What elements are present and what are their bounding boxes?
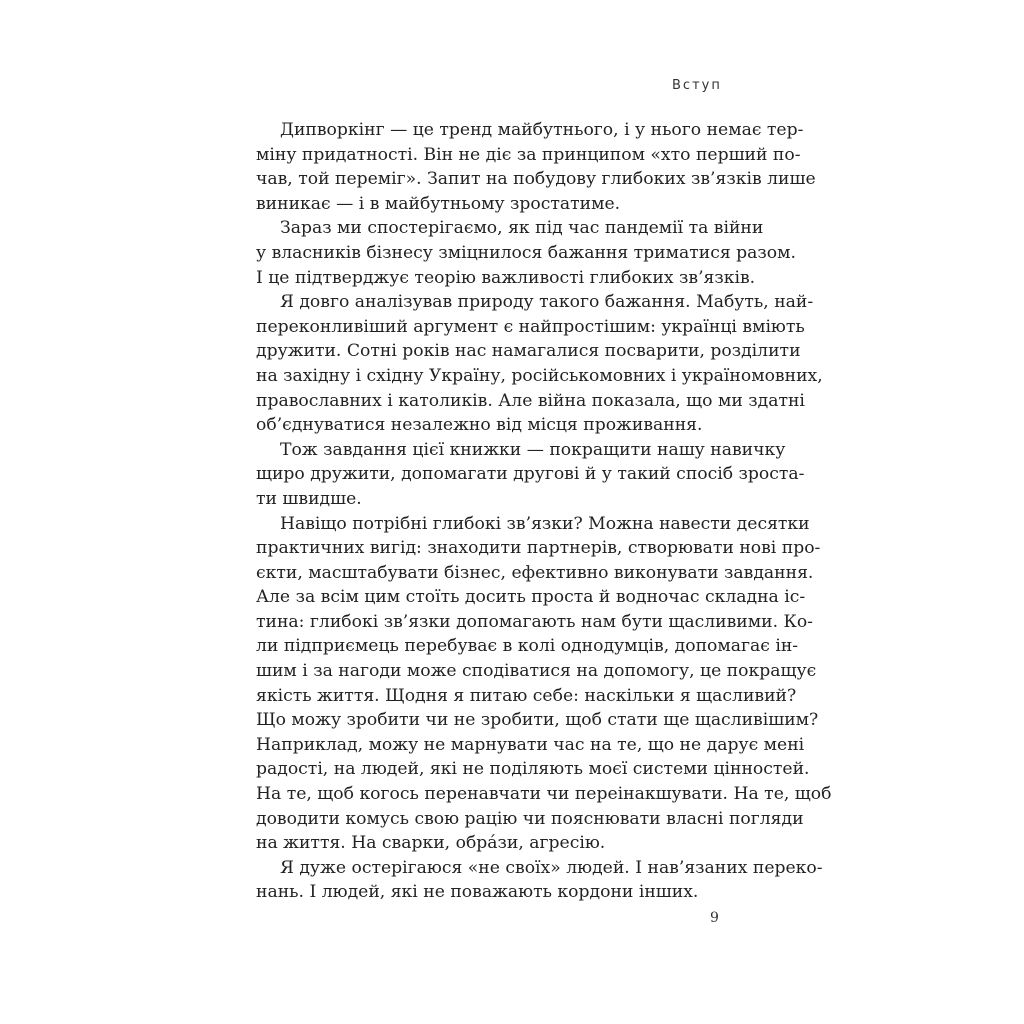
text-line: практичних вигід: знаходити партнерів, створювати нові про-: [256, 538, 821, 559]
text-line: Навіщо потрібні глибокі зв’язки? Можна навести десятки: [280, 513, 810, 534]
text-line: Дипворкінг — це тренд майбутнього, і у нього немає тер-: [280, 120, 804, 140]
body-text: [256, 118, 832, 905]
text-line: доводити комусь свою рацію чи пояснювати власні погляди: [256, 808, 804, 829]
text-line: чав, той переміг». Запит на побудову глибоких зв’язків лише: [256, 169, 816, 190]
paragraph: [256, 856, 823, 905]
text-line: на західну і східну Україну, російськомовних і україномовних,: [256, 365, 823, 386]
text-line: єкти, масштабувати бізнес, ефективно виконувати завдання.: [256, 562, 814, 583]
paragraph: [256, 290, 823, 438]
text-line: Я довго аналізував природу такого бажання. Мабуть, най-: [280, 292, 814, 313]
text-line: об’єднуватися незалежно від місця проживання.: [256, 415, 703, 436]
page-number: 9: [710, 910, 719, 926]
text-line: Я дуже остерігаюся «не своїх» людей. І нав’язаних переко-: [280, 857, 823, 878]
text-line: Але за всім цим стоїть досить проста й водночас складна іс-: [256, 587, 806, 608]
text-line: у власників бізнесу зміцнилося бажання триматися разом.: [256, 242, 796, 263]
text-line: Що можу зробити чи не зробити, щоб стати ще щасливішим?: [256, 710, 819, 731]
text-line: якість життя. Щодня я питаю себе: наскільки я щасливий?: [256, 685, 797, 706]
text-line: ли підприємець перебуває в колі однодумців, допомагає ін-: [256, 636, 799, 657]
text-line: міну придатності. Він не діє за принципом «хто перший по-: [256, 144, 801, 165]
paragraph: [256, 118, 816, 216]
text-line: переконливіший аргумент є найпростішим: українці вміють: [256, 316, 805, 337]
text-line: Зараз ми спостерігаємо, як під час пандемії та війни: [280, 218, 764, 239]
paragraph: [256, 438, 805, 512]
text-line: на життя. На сварки, обрáзи, агресію.: [256, 833, 606, 854]
text-line: Наприклад, можу не марнувати час на те, що не дарує мені: [256, 734, 805, 755]
text-line: ти швидше.: [256, 488, 362, 509]
paragraph: [256, 216, 796, 290]
text-line: дружити. Сотні років нас намагалися посварити, розділити: [256, 341, 801, 362]
text-line: Тож завдання цієї книжки — покращити нашу навичку: [280, 439, 786, 460]
text-line: виникає — і в майбутньому зростатиме.: [256, 193, 621, 214]
running-header: Вступ: [672, 78, 722, 93]
text-line: православних і католиків. Але війна показала, що ми здатні: [256, 390, 805, 411]
text-line: нань. І людей, які не поважають кордони інших.: [256, 882, 699, 903]
text-line: тина: глибокі зв’язки допомагають нам бути щасливими. Ко-: [256, 611, 813, 632]
text-line: радості, на людей, які не поділяють моєї системи цінностей.: [256, 759, 810, 780]
text-line: На те, щоб когось перенавчати чи переінакшувати. На те, щоб: [256, 784, 832, 805]
text-line: шим і за нагоди може сподіватися на допомогу, це покращує: [256, 661, 817, 682]
paragraph: [256, 512, 832, 856]
text-line: щиро дружити, допомагати другові й у такий спосіб зроста-: [256, 464, 805, 485]
text-line: І це підтверджує теорію важливості глибоких зв’язків.: [256, 267, 756, 288]
